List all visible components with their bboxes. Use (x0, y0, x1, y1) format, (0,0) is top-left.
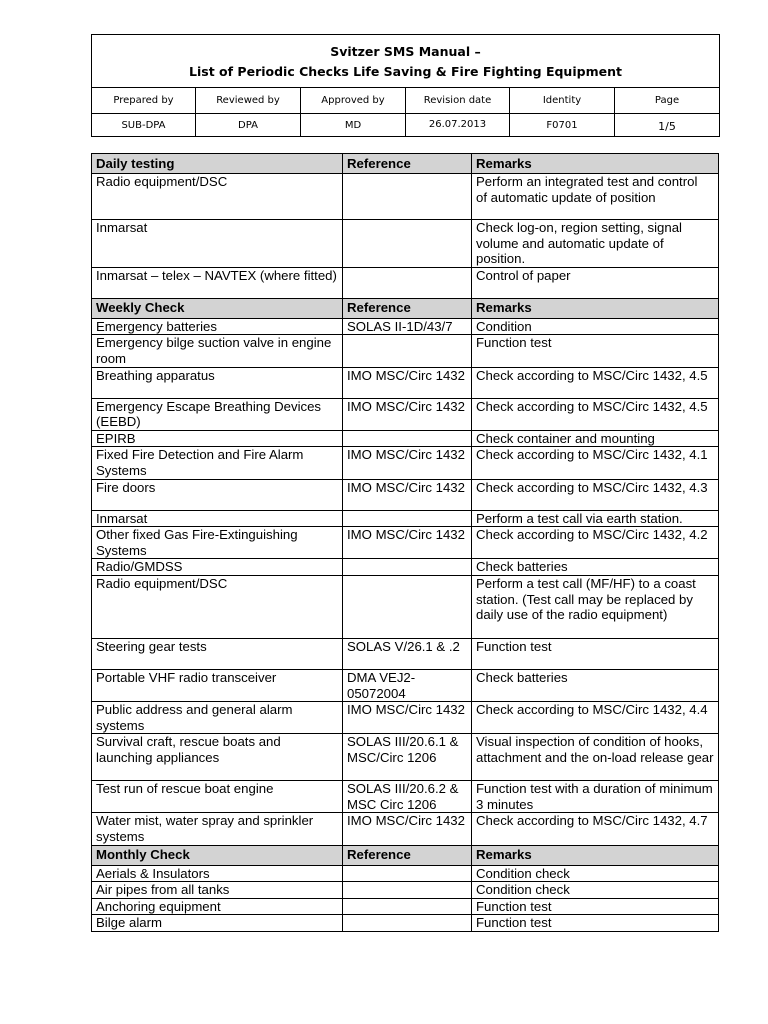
section-heading-row (92, 845, 719, 865)
check-reference: SOLAS III/20.6.1 & MSC/Circ 1206 (343, 734, 472, 781)
check-item: Air pipes from all tanks (92, 882, 343, 899)
check-item: Radio equipment/DSC (92, 174, 343, 220)
check-remarks: Check batteries (472, 669, 719, 701)
check-item: Inmarsat (92, 510, 343, 527)
check-reference (343, 575, 472, 638)
check-reference: SOLAS V/26.1 & .2 (343, 638, 472, 669)
check-item: Steering gear tests (92, 638, 343, 669)
table-row (92, 318, 719, 335)
table-row (92, 527, 719, 559)
check-remarks: Check according to MSC/Circ 1432, 4.4 (472, 702, 719, 734)
check-reference: SOLAS III/20.6.2 & MSC Circ 1206 (343, 781, 472, 813)
check-remarks: Check batteries (472, 559, 719, 576)
check-item: Anchoring equipment (92, 898, 343, 915)
label-approved-by: Approved by (301, 88, 406, 114)
check-item: Fixed Fire Detection and Fire Alarm Systems (92, 447, 343, 479)
check-reference: IMO MSC/Circ 1432 (343, 367, 472, 398)
document-header (91, 34, 720, 137)
section-heading-remarks: Remarks (472, 154, 719, 174)
check-remarks: Control of paper (472, 267, 719, 298)
check-reference (343, 865, 472, 882)
value-identity: F0701 (510, 114, 615, 136)
check-remarks: Condition check (472, 882, 719, 899)
check-reference (343, 915, 472, 932)
section-heading-row (92, 154, 719, 174)
check-reference: IMO MSC/Circ 1432 (343, 398, 472, 430)
check-remarks: Perform a test call (MF/HF) to a coast station. (Test call may be replaced by daily use of the radio equipment) (472, 575, 719, 638)
check-item: Emergency batteries (92, 318, 343, 335)
check-remarks: Check according to MSC/Circ 1432, 4.1 (472, 447, 719, 479)
document-meta-grid (92, 88, 719, 136)
label-revision-date: Revision date (406, 88, 510, 114)
check-remarks: Function test (472, 898, 719, 915)
check-reference: SOLAS II-1D/43/7 (343, 318, 472, 335)
check-reference (343, 510, 472, 527)
table-row (92, 813, 719, 845)
check-item: EPIRB (92, 430, 343, 447)
check-item: Portable VHF radio transceiver (92, 669, 343, 701)
check-item: Other fixed Gas Fire-Extinguishing Systems (92, 527, 343, 559)
table-row (92, 702, 719, 734)
check-item: Radio equipment/DSC (92, 575, 343, 638)
table-row (92, 430, 719, 447)
title-line-1: Svitzer SMS Manual – (330, 44, 481, 59)
check-reference: DMA VEJ2-05072004 (343, 669, 472, 701)
check-item: Bilge alarm (92, 915, 343, 932)
check-reference (343, 898, 472, 915)
check-remarks: Check according to MSC/Circ 1432, 4.2 (472, 527, 719, 559)
check-item: Test run of rescue boat engine (92, 781, 343, 813)
table-row (92, 367, 719, 398)
check-reference (343, 220, 472, 268)
check-remarks: Condition (472, 318, 719, 335)
check-item: Inmarsat (92, 220, 343, 268)
table-row (92, 638, 719, 669)
check-remarks: Check container and mounting (472, 430, 719, 447)
label-identity: Identity (510, 88, 615, 114)
check-remarks: Condition check (472, 865, 719, 882)
check-item: Public address and general alarm systems (92, 702, 343, 734)
check-remarks: Function test (472, 915, 719, 932)
value-page: 1/5 (658, 120, 676, 133)
check-remarks: Function test (472, 638, 719, 669)
check-remarks: Check log-on, region setting, signal volume and automatic update of position. (472, 220, 719, 268)
check-item: Breathing apparatus (92, 367, 343, 398)
check-remarks: Check according to MSC/Circ 1432, 4.7 (472, 813, 719, 845)
value-prepared-by: SUB-DPA (92, 114, 196, 136)
table-row (92, 220, 719, 268)
check-remarks: Check according to MSC/Circ 1432, 4.3 (472, 479, 719, 510)
check-remarks: Perform a test call via earth station. (472, 510, 719, 527)
section-heading-remarks: Remarks (472, 845, 719, 865)
check-reference: IMO MSC/Circ 1432 (343, 702, 472, 734)
check-item: Emergency Escape Breathing Devices (EEBD) (92, 398, 343, 430)
table-row (92, 398, 719, 430)
label-reviewed-by: Reviewed by (196, 88, 301, 114)
value-reviewed-by: DPA (196, 114, 301, 136)
value-revision-date: 26.07.2013 (406, 114, 510, 136)
table-row (92, 335, 719, 367)
check-item: Survival craft, rescue boats and launching appliances (92, 734, 343, 781)
check-reference (343, 174, 472, 220)
table-row (92, 781, 719, 813)
document-title (92, 35, 719, 88)
title-line-2: List of Periodic Checks Life Saving & Fire Fighting Equipment (189, 64, 622, 79)
table-row (92, 510, 719, 527)
check-item: Aerials & Insulators (92, 865, 343, 882)
section-heading-item: Daily testing (92, 154, 343, 174)
check-reference (343, 267, 472, 298)
table-row (92, 734, 719, 781)
check-remarks: Visual inspection of condition of hooks, attachment and the on-load release gear (472, 734, 719, 781)
check-reference (343, 882, 472, 899)
check-reference: IMO MSC/Circ 1432 (343, 813, 472, 845)
periodic-checks-body (92, 154, 719, 932)
section-heading-item: Weekly Check (92, 298, 343, 318)
check-remarks: Function test (472, 335, 719, 367)
check-reference: IMO MSC/Circ 1432 (343, 527, 472, 559)
check-remarks: Perform an integrated test and control of automatic update of position (472, 174, 719, 220)
value-approved-by: MD (301, 114, 406, 136)
table-row (92, 882, 719, 899)
table-row (92, 267, 719, 298)
table-row (92, 559, 719, 576)
check-item: Emergency bilge suction valve in engine room (92, 335, 343, 367)
section-heading-row (92, 298, 719, 318)
label-page: Page (615, 88, 719, 114)
check-reference: IMO MSC/Circ 1432 (343, 479, 472, 510)
table-row (92, 575, 719, 638)
check-reference (343, 559, 472, 576)
table-row (92, 915, 719, 932)
check-remarks: Check according to MSC/Circ 1432, 4.5 (472, 367, 719, 398)
check-item: Fire doors (92, 479, 343, 510)
periodic-checks-table (91, 153, 719, 932)
section-heading-reference: Reference (343, 845, 472, 865)
table-row (92, 865, 719, 882)
table-row (92, 669, 719, 701)
table-row (92, 898, 719, 915)
check-reference (343, 335, 472, 367)
check-remarks: Check according to MSC/Circ 1432, 4.5 (472, 398, 719, 430)
table-row (92, 174, 719, 220)
check-remarks: Function test with a duration of minimum 3 minutes (472, 781, 719, 813)
section-heading-reference: Reference (343, 298, 472, 318)
label-prepared-by: Prepared by (92, 88, 196, 114)
check-reference: IMO MSC/Circ 1432 (343, 447, 472, 479)
check-reference (343, 430, 472, 447)
section-heading-item: Monthly Check (92, 845, 343, 865)
check-item: Radio/GMDSS (92, 559, 343, 576)
check-item: Inmarsat – telex – NAVTEX (where fitted) (92, 267, 343, 298)
section-heading-reference: Reference (343, 154, 472, 174)
check-item: Water mist, water spray and sprinkler systems (92, 813, 343, 845)
table-row (92, 447, 719, 479)
table-row (92, 479, 719, 510)
section-heading-remarks: Remarks (472, 298, 719, 318)
